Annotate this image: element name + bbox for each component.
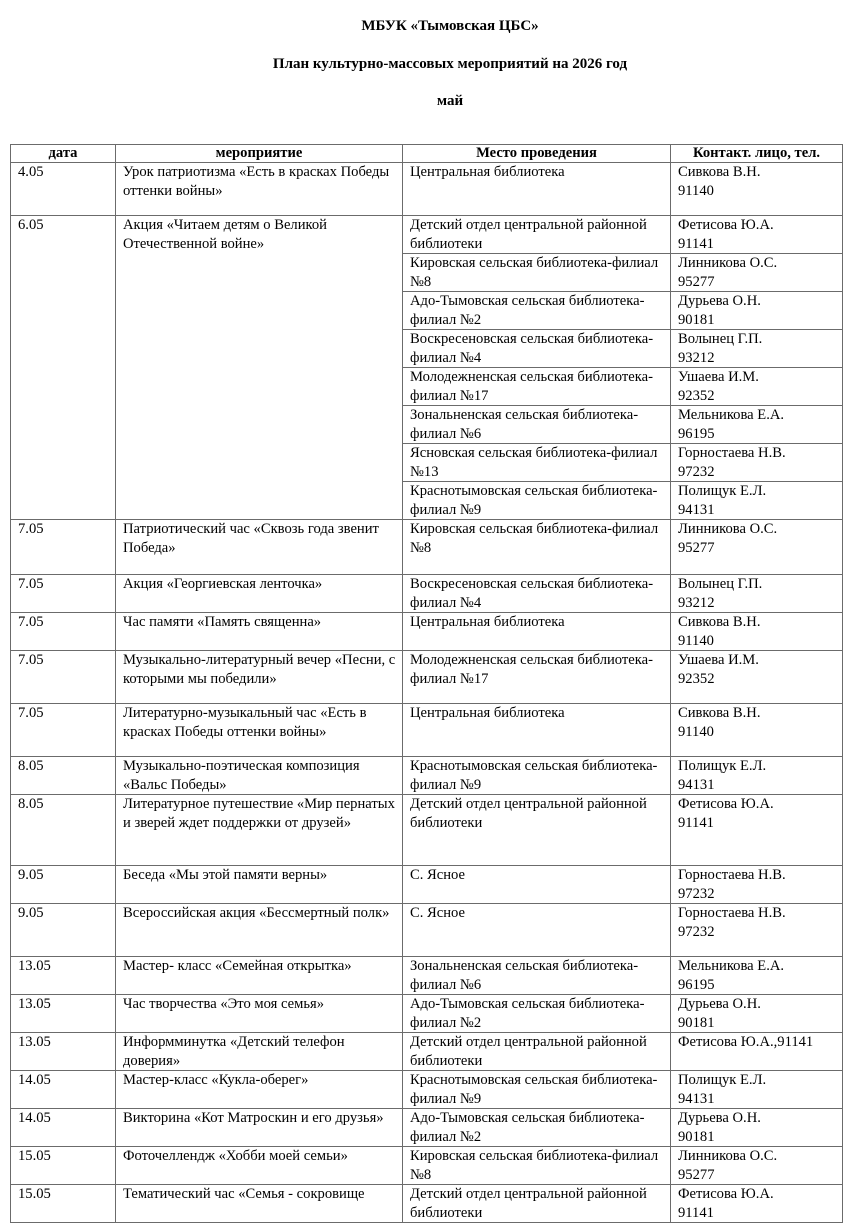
contact-cell [671,651,843,704]
header-place: Место проведения [403,145,671,163]
table-header-row [11,145,843,163]
contact-cell [671,292,843,330]
contact-cell [671,330,843,368]
place-cell: Центральная библиотека [403,704,671,757]
plan-title: План культурно-массовых мероприятий на 2026 год [272,56,628,72]
table-row [11,904,843,957]
date-cell: 13.05 [11,957,116,995]
contact-cell [671,1185,843,1223]
contact-cell [671,995,843,1033]
contact-phone: 96195 [678,976,715,993]
place-cell: Кировская сельская библиотека-филиал №8 [403,1147,671,1185]
contact-cell [671,163,843,216]
contact-name: Полищук Е.Л. [678,483,767,499]
contact-cell [671,613,843,651]
table-row [11,163,843,216]
contact-phone: 95277 [678,1166,715,1183]
date-cell: 7.05 [11,575,116,613]
contact-phone: 97232 [678,923,715,940]
table-row [11,613,843,651]
contact-phone: 93212 [678,594,715,611]
place-cell: Краснотымовская сельская библиотека-филиал №9 [403,1071,671,1109]
place-cell: С. Ясное [403,904,671,957]
contact-phone: 92352 [678,387,715,404]
contact-cell [671,368,843,406]
place-cell: С. Ясное [403,866,671,904]
contact-name: Фетисова Ю.А. [678,796,774,812]
event-cell: Час творчества «Это моя семья» [116,995,403,1033]
contact-phone: 92352 [678,670,715,687]
place-cell: Краснотымовская сельская библиотека-филиал №9 [403,757,671,795]
header-date: дата [11,145,116,163]
date-cell: 7.05 [11,613,116,651]
contact-cell [671,1033,843,1071]
contact-name: Полищук Е.Л. [678,1072,767,1088]
contact-phone: 97232 [678,885,715,902]
contact-name: Мельникова Е.А. [678,407,785,423]
date-cell: 15.05 [11,1147,116,1185]
contact-name: Горностаева Н.В. [678,905,786,921]
contact-phone: 91141 [678,235,714,252]
date-cell: 13.05 [11,995,116,1033]
contact-phone: 90181 [678,1014,715,1031]
date-cell: 4.05 [11,163,116,216]
event-cell: Фоточеллендж «Хобби моей семьи» [116,1147,403,1185]
contact-cell [671,1147,843,1185]
contact-phone: 95277 [678,273,715,290]
contact-phone: 97232 [678,463,715,480]
place-cell: Детский отдел центральной районной библиотеки [403,1033,671,1071]
contact-name: Волынец Г.П. [678,576,763,592]
event-cell: Акция «Читаем детям о Великой Отечественной войне» [116,216,403,520]
event-cell: Всероссийская акция «Бессмертный полк» [116,904,403,957]
event-cell: Информминутка «Детский телефон доверия» [116,1033,403,1071]
contact-phone: 91140 [678,723,714,740]
place-cell: Зональненская сельская библиотека-филиал №6 [403,957,671,995]
contact-name: Горностаева Н.В. [678,445,786,461]
contact-phone: 91141 [678,1204,714,1221]
table-body [11,163,843,1223]
place-cell: Центральная библиотека [403,163,671,216]
event-cell: Мастер-класс «Кукла-оберег» [116,1071,403,1109]
date-cell: 8.05 [11,795,116,866]
table-row [11,1033,843,1071]
date-cell: 7.05 [11,704,116,757]
contact-phone: 90181 [678,1128,715,1145]
contact-name: Сивкова В.Н. [678,614,761,630]
header-event: мероприятие [116,145,403,163]
place-cell: Детский отдел центральной районной библиотеки [403,1185,671,1223]
contact-phone: 91140 [678,632,714,649]
contact-name: Горностаева Н.В. [678,867,786,883]
place-cell: Воскресеновская сельская библиотека-филиал №4 [403,575,671,613]
contact-name: Дурьева О.Н. [678,1110,761,1126]
events-table [10,144,843,1223]
contact-cell [671,520,843,575]
contact-cell [671,795,843,866]
event-cell: Музыкально-литературный вечер «Песни, с которыми мы победили» [116,651,403,704]
event-cell: Беседа «Мы этой памяти верны» [116,866,403,904]
month-title: май [436,93,464,109]
contact-phone: 90181 [678,311,715,328]
contact-name: Волынец Г.П. [678,331,763,347]
event-cell: Час памяти «Память священна» [116,613,403,651]
contact-phone: 91140 [678,182,714,199]
contact-name: Полищук Е.Л. [678,758,767,774]
event-cell: Литературное путешествие «Мир пернатых и зверей ждет поддержки от друзей» [116,795,403,866]
table-row [11,866,843,904]
place-cell: Центральная библиотека [403,613,671,651]
contact-name: Фетисова Ю.А. [678,217,774,233]
contact-cell [671,406,843,444]
date-cell: 9.05 [11,866,116,904]
contact-cell [671,1071,843,1109]
place-cell: Кировская сельская библиотека-филиал №8 [403,254,671,292]
contact-name: Дурьева О.Н. [678,996,761,1012]
event-cell: Акция «Георгиевская ленточка» [116,575,403,613]
event-cell: Викторина «Кот Матроскин и его друзья» [116,1109,403,1147]
place-cell: Краснотымовская сельская библиотека-филиал №9 [403,482,671,520]
contact-cell [671,216,843,254]
contact-name: Дурьева О.Н. [678,293,761,309]
date-cell: 6.05 [11,216,116,520]
contact-name: Фетисова Ю.А.,91141 [678,1034,814,1050]
event-cell: Мастер- класс «Семейная открытка» [116,957,403,995]
contact-phone: 91141 [678,814,714,831]
event-cell: Урок патриотизма «Есть в красках Победы оттенки войны» [116,163,403,216]
contact-phone: 94131 [678,1090,715,1107]
date-cell: 15.05 [11,1185,116,1223]
date-cell: 13.05 [11,1033,116,1071]
table-row [11,1109,843,1147]
contact-phone: 93212 [678,349,715,366]
contact-name: Линникова О.С. [678,1148,778,1164]
contact-cell [671,254,843,292]
contact-cell [671,866,843,904]
place-cell: Адо-Тымовская сельская библиотека-филиал №2 [403,995,671,1033]
contact-cell [671,1109,843,1147]
contact-cell [671,904,843,957]
contact-name: Ушаева И.М. [678,369,759,385]
contact-name: Мельникова Е.А. [678,958,785,974]
place-cell: Детский отдел центральной районной библиотеки [403,216,671,254]
place-cell: Молодежненская сельская библиотека-филиал №17 [403,368,671,406]
contact-name: Линникова О.С. [678,255,778,271]
table-row [11,1147,843,1185]
table-row [11,651,843,704]
date-cell: 7.05 [11,651,116,704]
table-row [11,1185,843,1223]
date-cell: 9.05 [11,904,116,957]
contact-phone: 94131 [678,501,715,518]
event-cell: Патриотический час «Сквозь года звенит Победа» [116,520,403,575]
event-cell: Музыкально-поэтическая композиция «Вальс Победы» [116,757,403,795]
organization-title: МБУК «Тымовская ЦБС» [361,18,539,34]
place-cell: Адо-Тымовская сельская библиотека-филиал №2 [403,1109,671,1147]
date-cell: 7.05 [11,520,116,575]
place-cell: Кировская сельская библиотека-филиал №8 [403,520,671,575]
contact-cell [671,757,843,795]
contact-phone: 95277 [678,539,715,556]
contact-cell [671,575,843,613]
table-row [11,575,843,613]
place-cell: Зональненская сельская библиотека-филиал №6 [403,406,671,444]
event-cell: Литературно-музыкальный час «Есть в красках Победы оттенки войны» [116,704,403,757]
place-cell: Воскресеновская сельская библиотека-филиал №4 [403,330,671,368]
date-cell: 8.05 [11,757,116,795]
event-cell: Тематический час «Семья - сокровище [116,1185,403,1223]
table-row [11,704,843,757]
header-contact: Контакт. лицо, тел. [671,145,843,163]
contact-cell [671,444,843,482]
table-row [11,757,843,795]
contact-name: Сивкова В.Н. [678,705,761,721]
contact-phone: 94131 [678,776,715,793]
contact-name: Линникова О.С. [678,521,778,537]
table-row [11,216,843,254]
table-row [11,1071,843,1109]
contact-name: Сивкова В.Н. [678,164,761,180]
table-row [11,995,843,1033]
contact-cell [671,957,843,995]
contact-phone: 96195 [678,425,715,442]
place-cell: Молодежненская сельская библиотека-филиал №17 [403,651,671,704]
table-row [11,795,843,866]
table-row [11,520,843,575]
contact-cell [671,704,843,757]
contact-name: Фетисова Ю.А. [678,1186,774,1202]
place-cell: Детский отдел центральной районной библиотеки [403,795,671,866]
place-cell: Адо-Тымовская сельская библиотека-филиал №2 [403,292,671,330]
contact-name: Ушаева И.М. [678,652,759,668]
contact-cell [671,482,843,520]
place-cell: Ясновская сельская библиотека-филиал №13 [403,444,671,482]
date-cell: 14.05 [11,1109,116,1147]
date-cell: 14.05 [11,1071,116,1109]
table-row [11,957,843,995]
